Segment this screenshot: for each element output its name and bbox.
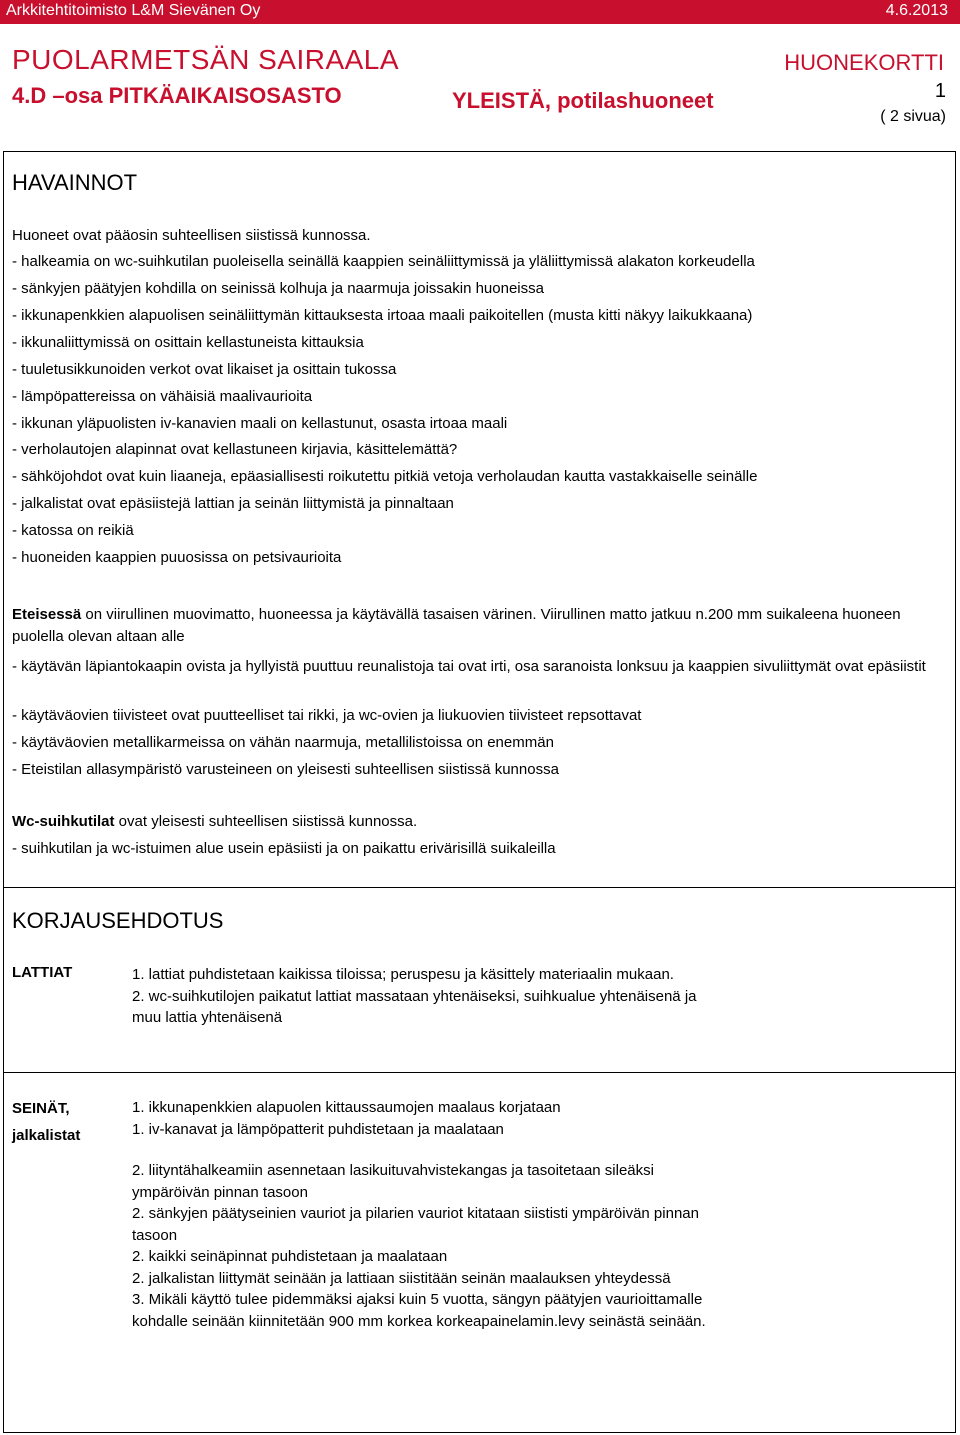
observation-line: - ikkunaliittymissä on osittain kellastuneista kittauksia <box>12 334 364 351</box>
floors-label: LATTIAT <box>12 964 73 981</box>
observation-line: - ikkunapenkkien alapuolisen seinäliittymän kittauksesta irtoaa maali paikoitellen (musta kitti näkyy laikukkaana) <box>12 307 753 324</box>
observation-line: - sänkyjen päätyjen kohdilla on seinissä kolhuja ja naarmuja joissakin huoneissa <box>12 280 544 297</box>
entrance-line: - käytävän läpiantokaapin ovista ja hyllyistä puuttuu reunalistoja tai ovat irti, osa saranoista lonksuu ja kaappien sivuliittymät ovat epäsiistit <box>12 658 926 675</box>
entrance-line: - käytäväovien metallikarmeissa on vähän naarmuja, metallilistoissa on enemmän <box>12 734 554 751</box>
document-date: 4.6.2013 <box>885 2 948 19</box>
observation-line: - jalkalistat ovat epäsiistejä lattian ja seinän liittymistä ja pinnaltaan <box>12 495 454 512</box>
floors-list <box>132 964 912 1029</box>
observation-line: Huoneet ovat pääosin suhteellisen siistissä kunnossa. <box>12 227 371 244</box>
company-name: Arkkitehtitoimisto L&M Sievänen Oy <box>6 2 261 19</box>
wc-label: Wc-suihkutilat <box>12 813 115 830</box>
row-divider <box>3 1072 956 1073</box>
walls-item: ympäröivän pinnan tasoon <box>132 1183 308 1201</box>
header-bar <box>0 0 960 24</box>
floors-item: 2. wc-suihkutilojen paikatut lattiat massataan yhtenäiseksi, suihkualue yhtenäisenä ja <box>132 987 697 1005</box>
observation-line: - sähköjohdot ovat kuin liaaneja, epäasiallisesti roikutettu pitkiä vetoja verholaudan kautta vastakkaiselle seinälle <box>12 468 758 485</box>
walls-item: 2. liitуntähalkeamiin asennetaan lasikuituvahvistekangas ja tasoitetaan sileäksi <box>132 1162 654 1179</box>
floors-item: 1. lattiat puhdistetaan kaikissa tiloissa; peruspesu ja käsittely materiaalin mukaan. <box>132 966 674 983</box>
walls-list-a <box>132 1097 912 1140</box>
observations-heading: HAVAINNOT <box>12 170 138 195</box>
walls-item: 2. kaikki seinäpinnat puhdistetaan ja maalataan <box>132 1248 448 1265</box>
observation-line: - lämpöpattereissa on vähäisiä maalivaurioita <box>12 388 313 405</box>
observation-line: - katossa on reikiä <box>12 522 134 539</box>
card-title: HUONEKORTTI <box>784 50 944 75</box>
walls-list-b <box>132 1160 912 1332</box>
walls-item: 3. Mikäli käyttö tulee pidemmäksi ajaksi kuin 5 vuotta, sängyn päätyjen vaurioittamalle <box>132 1291 703 1308</box>
entrance-label: Eteisessä <box>12 606 82 623</box>
wc-line: - suihkutilan ja wc-istuimen alue usein epäsiisti ja on paikattu erivärisillä suikaleilla <box>12 840 556 857</box>
wc-text: ovat yleisesti suhteellisen siistissä kunnossa. <box>114 813 418 830</box>
entrance-text: on viirullinen muovimatto, huoneessa ja käytävällä tasaisen värinen. Viirullinen matto jatkuu n.200 mm suikaleena huoneen puolella olevan altaan alle <box>12 606 901 645</box>
observation-line: - tuuletusikkunoiden verkot ovat likaiset ja osittain tukossa <box>12 361 397 378</box>
entrance-line: - käytäväovien tiivisteet ovat puutteelliset tai rikki, ja wc-ovien ja liukuovien tiivisteet repsottavat <box>12 707 642 724</box>
page-count: ( 2 sivua) <box>880 108 946 125</box>
project-title: PUOLARMETSÄN SAIRAALA <box>12 44 400 75</box>
observation-line: - huoneiden kaappien puuosissa on petsivaurioita <box>12 549 342 566</box>
walls-item: 2. sänkyjen päätyseinien vauriot ja pilarien vauriot kitataan siististi ympäröivän pinnan <box>132 1205 699 1222</box>
section-title: YLEISTÄ, potilashuoneet <box>452 88 714 113</box>
walls-item: 1. iv-kanavat ja lämpöpatterit puhdistetaan ja maalataan <box>132 1120 504 1138</box>
walls-item: 2. jalkalistan liittymät seinään ja lattiaan siistitään seinän maalauksen yhteydessä <box>132 1269 671 1287</box>
floors-item: muu lattia yhtenäisenä <box>132 1009 283 1026</box>
proposals-heading: KORJAUSEHDOTUS <box>12 908 224 933</box>
walls-item: 1. ikkunapenkkien alapuolen kittaussaumojen maalaus korjataan <box>132 1099 561 1116</box>
unit-title: 4.D –osa PITKÄAIKAISOSASTO <box>12 83 342 108</box>
wc-paragraph <box>12 812 417 831</box>
observation-line: - ikkunan yläpuolisten iv-kanavien maali on kellastunut, osasta irtoaa maali <box>12 415 508 432</box>
observation-line: - verholautojen alapinnat ovat kellastuneen kirjavia, käsittelemättä? <box>12 441 458 458</box>
page-number: 1 <box>934 80 946 102</box>
observation-line: - halkeamia on wc-suihkutilan puoleisella seinällä kaappien seinäliittymissä ja yläliittymissä alakaton korkeudella <box>12 253 755 270</box>
walls-label-2: jalkalistat <box>12 1127 81 1144</box>
entrance-paragraph <box>12 604 942 648</box>
entrance-line: - Eteistilan allasympäristö varusteineen on yleisesti suhteellisen siistissä kunnossa <box>12 761 559 778</box>
walls-item: kohdalle seinään kiinnitetään 900 mm korkea korkeapainelamin.levy seinästä seinään. <box>132 1312 706 1330</box>
walls-item: tasoon <box>132 1226 178 1244</box>
walls-label-1: SEINÄT, <box>12 1100 70 1117</box>
